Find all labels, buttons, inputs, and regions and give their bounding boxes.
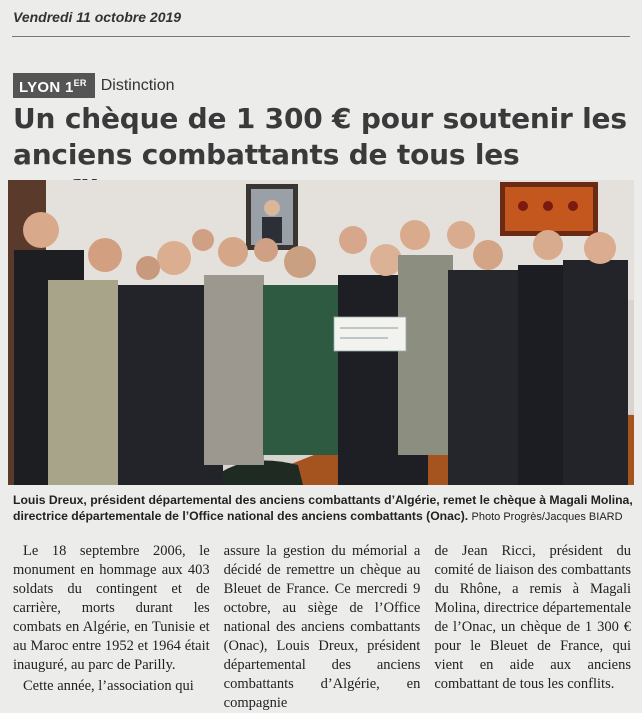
article-photo xyxy=(8,180,634,485)
article-paragraph: Cette année, l’association qui xyxy=(23,678,194,694)
photo-caption xyxy=(13,492,635,525)
header-divider xyxy=(12,36,630,37)
section-tag-sup: ER xyxy=(73,78,87,88)
caption-text: Louis Dreux, président départemental des anciens combattants d’Algérie, remet le chèque à Magali Molina, directrice départementale de l’Office national des anciens combattants (Onac). xyxy=(13,493,633,523)
issue-date: Vendredi 11 octobre 2019 xyxy=(13,9,182,25)
photo-credit: Photo Progrès/Jacques BIARD xyxy=(471,511,623,523)
article-headline: Un chèque de 1 300 € pour soutenir les anciens combattants de tous les xyxy=(13,102,627,171)
article-paragraph: de Jean Ricci, président du comité de liaison des combattants du Rhône, a remis à Magali Molina, directrice départementale de l’Onac, un chèque de 1 300 € pour le Bleuet de France, qui vient en aide aux anciens combattant de tous les conflits. xyxy=(434,543,632,692)
article-body xyxy=(13,542,632,711)
article-paragraph: assure la gestion du mémorial a décidé de remettre un chèque au Bleuet de France. Ce mercredi 9 octobre, au siège de l’Office national des anciens combattants (Onac), Louis Dreux, président départemental des anciens combattants d’Algérie, en compagnie xyxy=(223,543,421,711)
article-column-3 xyxy=(434,542,631,700)
section-label: Distinction xyxy=(100,76,175,94)
group-photo-illustration xyxy=(8,180,634,485)
section-header xyxy=(13,73,175,98)
section-tag-text: LYON 1 xyxy=(19,79,74,96)
article-column-1 xyxy=(13,542,210,700)
article-column-2 xyxy=(223,542,421,711)
article-paragraph: Le 18 septembre 2006, le monument en hommage aux 403 soldats du contingent et de carrière, morts durant les combats en Algérie, en Tunisie et au Maroc entre 1952 et 1964 était inauguré, au parc de Parilly. xyxy=(13,543,210,673)
section-tag xyxy=(13,73,95,98)
